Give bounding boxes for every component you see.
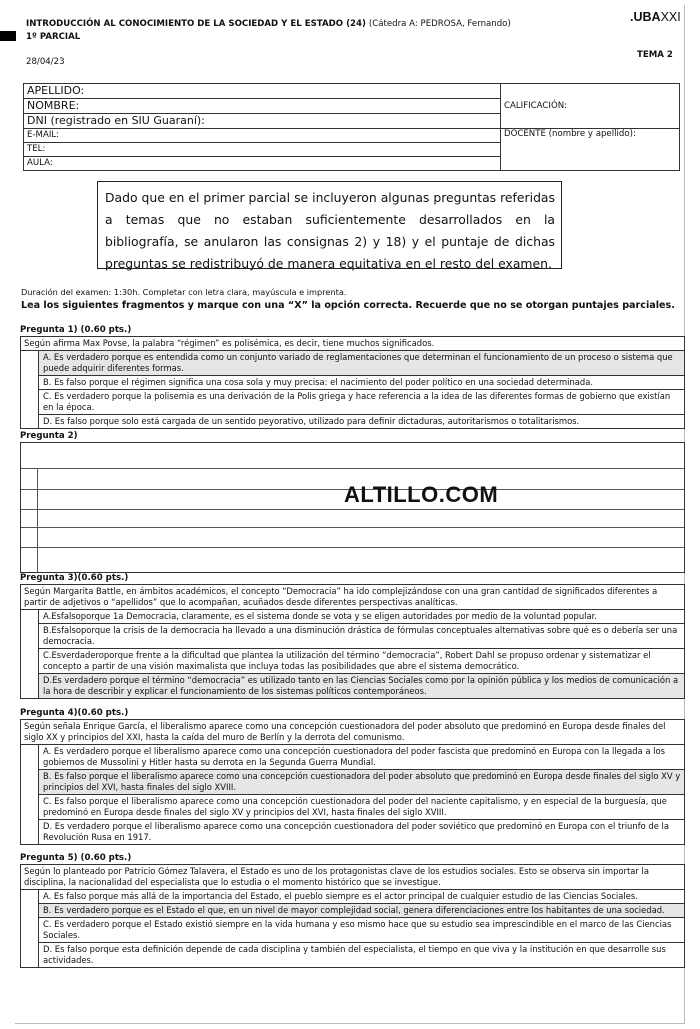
- question-3-option-a[interactable]: A.Esfalsoporque 1a Democracia, claramente, es el sistema donde se vota y se eligen autoridades por medio de la voluntad popular.: [38, 610, 684, 623]
- question-5: [20, 864, 685, 968]
- question-4-option-b[interactable]: B. Es falso porque el liberalismo aparece como una concepción cuestionadora del poder absoluto que predominó en Europa desde finales del siglo XV y principios del XVI, hasta finales del siglo XVIII.: [38, 769, 684, 794]
- question-3-stem: Según Margarita Battle, en ámbitos académicos, el concepto “Democracia” ha ido complejizándose con una gran cantidad de significados diferentes a partir de adjetivos o “apellidos” que lo acompañan, acuñados desde diferentes perspectivas analíticas.: [21, 585, 684, 610]
- question-1-option-c[interactable]: C. Es verdadero porque la polisemia es una derivación de la Polis griega y hace referencia a la idea de las diferentes formas de gobierno que existían en la época.: [38, 389, 684, 414]
- question-5-option-b[interactable]: B. Es verdadero porque es el Estado el que, en un nivel de mayor complejidad social, genera diferenciaciones entre los habitantes de una sociedad.: [38, 903, 684, 917]
- question-3-option-d[interactable]: D.Es verdadero porque el término “democracia” es utilizado tanto en las Ciencias Sociales como por la opinión pública y los medios de comunicación a la hora de describir y explicar el funcionamiento de los sistemas políticos contemporáneos.: [38, 673, 684, 698]
- question-5-stem: Según lo planteado por Patricio Gómez Talavera, el Estado es uno de los protagonistas clave de los estudios sociales. Esto se observa sin importar la disciplina, la nacionalidad del especialista que lo estudia o el momento histórico que se investigue.: [21, 865, 684, 890]
- registration-mark: [0, 31, 16, 41]
- question-4: [20, 719, 685, 845]
- course-chair: (Cátedra A: PEDROSA, Fernando): [368, 19, 511, 29]
- question-5-option-d[interactable]: D. Es falso porque esta definición depende de cada disciplina y también del especialista, el tiempo en que viva y la institución en que desarrolle sus actividades.: [38, 942, 684, 967]
- question-3-title: Pregunta 3)(0.60 pts.): [20, 573, 129, 583]
- question-1-option-d[interactable]: D. Es falso porque solo está cargada de un sentido peyorativo, utilizado para definir dictaduras, autoritarismos o totalitarismos.: [38, 414, 684, 428]
- exam-instructions: Lea los siguientes fragmentos y marque con una “X” la opción correcta. Recuerde que no se otorgan puntajes parciales.: [21, 300, 675, 311]
- dni-field[interactable]: DNI (registrado en SIU Guaraní):: [24, 114, 501, 129]
- question-5-option-a[interactable]: A. Es falso porque más allá de la importancia del Estado, el pueblo siempre es el actor principal de cualquier estudio de las Ciencias Sociales.: [38, 890, 684, 903]
- question-1-stem: Según afirma Max Povse, la palabra “régimen” es polisémica, es decir, tiene muchos significados.: [21, 337, 684, 351]
- question-2-title: Pregunta 2): [20, 431, 78, 441]
- course-name: INTRODUCCIÓN AL CONOCIMIENTO DE LA SOCIEDAD Y EL ESTADO (24): [26, 19, 366, 29]
- question-4-option-d[interactable]: D. Es verdadero porque el liberalismo aparece como una concepción cuestionadora del poder soviético que predominó en Europa con el triunfo de la Revolución Rusa en 1917.: [38, 819, 684, 844]
- aula-field[interactable]: AULA:: [24, 157, 501, 171]
- question-1-option-b[interactable]: B. Es falso porque el régimen significa una cosa sola y muy precisa: el nacimiento del poder político en una sociedad determinada.: [38, 375, 684, 389]
- question-4-title: Pregunta 4)(0.60 pts.): [20, 708, 129, 718]
- student-info-box: [23, 83, 680, 171]
- question-1-option-a[interactable]: A. Es verdadero porque es entendida como un conjunto variado de reglamentaciones que determinan el funcionamiento de un proceso o sistema que puede adquirir diferentes formas.: [38, 351, 684, 375]
- question-3: [20, 584, 685, 699]
- question-4-option-a[interactable]: A. Es verdadero porque el liberalismo aparece como una concepción cuestionadora del poder fascista que predominó en Europa con la llegada a los gobiernos de Mussolini y Hitler hasta su derrota en la Segunda Guerra Mundial.: [38, 745, 684, 769]
- question-3-option-b[interactable]: B.Esfalsoporque la crisis de la democracia ha llevado a una disminución drástica de fórmulas conceptuales alternativas sobre qué es o debería ser una democracia.: [38, 623, 684, 648]
- exam-name: 1º PARCIAL: [26, 32, 81, 42]
- exam-date: 28/04/23: [26, 57, 65, 67]
- calificacion-field[interactable]: CALIFICACIÓN:: [501, 84, 680, 129]
- annulment-notice: Dado que en el primer parcial se incluyeron algunas preguntas referidas a temas que no estaban suficientemente desarrollados en la bibliografía, se anularon las consignas 2) y 18) y el puntaje de dichas preguntas se redistribuyó de manera equitativa en el resto del examen.: [97, 181, 562, 269]
- question-4-stem: Según señala Enrique García, el liberalismo aparece como una concepción cuestionadora del poder absoluto que predominó en Europa desde finales del siglo XX y principios del XXI, hasta la caída del muro de Berlín y la derrota del comunismo.: [21, 720, 684, 745]
- tel-field[interactable]: TEL:: [24, 143, 501, 157]
- question-5-option-c[interactable]: C. Es verdadero porque el Estado existió siempre en la vida humana y eso mismo hace que su estudio sea imprescindible en el marco de las Ciencias Sociales.: [38, 917, 684, 942]
- question-1: [20, 336, 685, 429]
- altillo-watermark: ALTILLO.COM: [344, 482, 499, 507]
- apellido-field[interactable]: APELLIDO:: [24, 84, 501, 99]
- exam-duration: Duración del examen: 1:30h. Completar con letra clara, mayúscula e imprenta.: [21, 287, 347, 297]
- question-5-title: Pregunta 5) (0.60 pts.): [20, 853, 132, 863]
- uba-xxi-logo: .UBAXXI: [630, 10, 681, 24]
- docente-field[interactable]: DOCENTE (nombre y apellido):: [501, 129, 680, 171]
- course-title: [26, 19, 511, 29]
- nombre-field[interactable]: NOMBRE:: [24, 99, 501, 114]
- tema-label: TEMA 2: [637, 50, 673, 60]
- question-1-title: Pregunta 1) (0.60 pts.): [20, 325, 132, 335]
- email-field[interactable]: E-MAIL:: [24, 129, 501, 143]
- question-3-option-c[interactable]: C.Esverdaderoporque frente a la dificultad que plantea la utilización del término “democracia”, Robert Dahl se propuso ordenar y sistematizar el concepto a partir de una visión maximalista que incluya todas las posibilidades que abre el sistema democrático.: [38, 648, 684, 673]
- question-4-option-c[interactable]: C. Es falso porque el liberalismo aparece como una concepción cuestionadora del poder del naciente capitalismo, y en especial de la burguesía, que predominó en Europa desde finales del siglo XV y principios del XVI, hasta finales del siglo XVIII.: [38, 794, 684, 819]
